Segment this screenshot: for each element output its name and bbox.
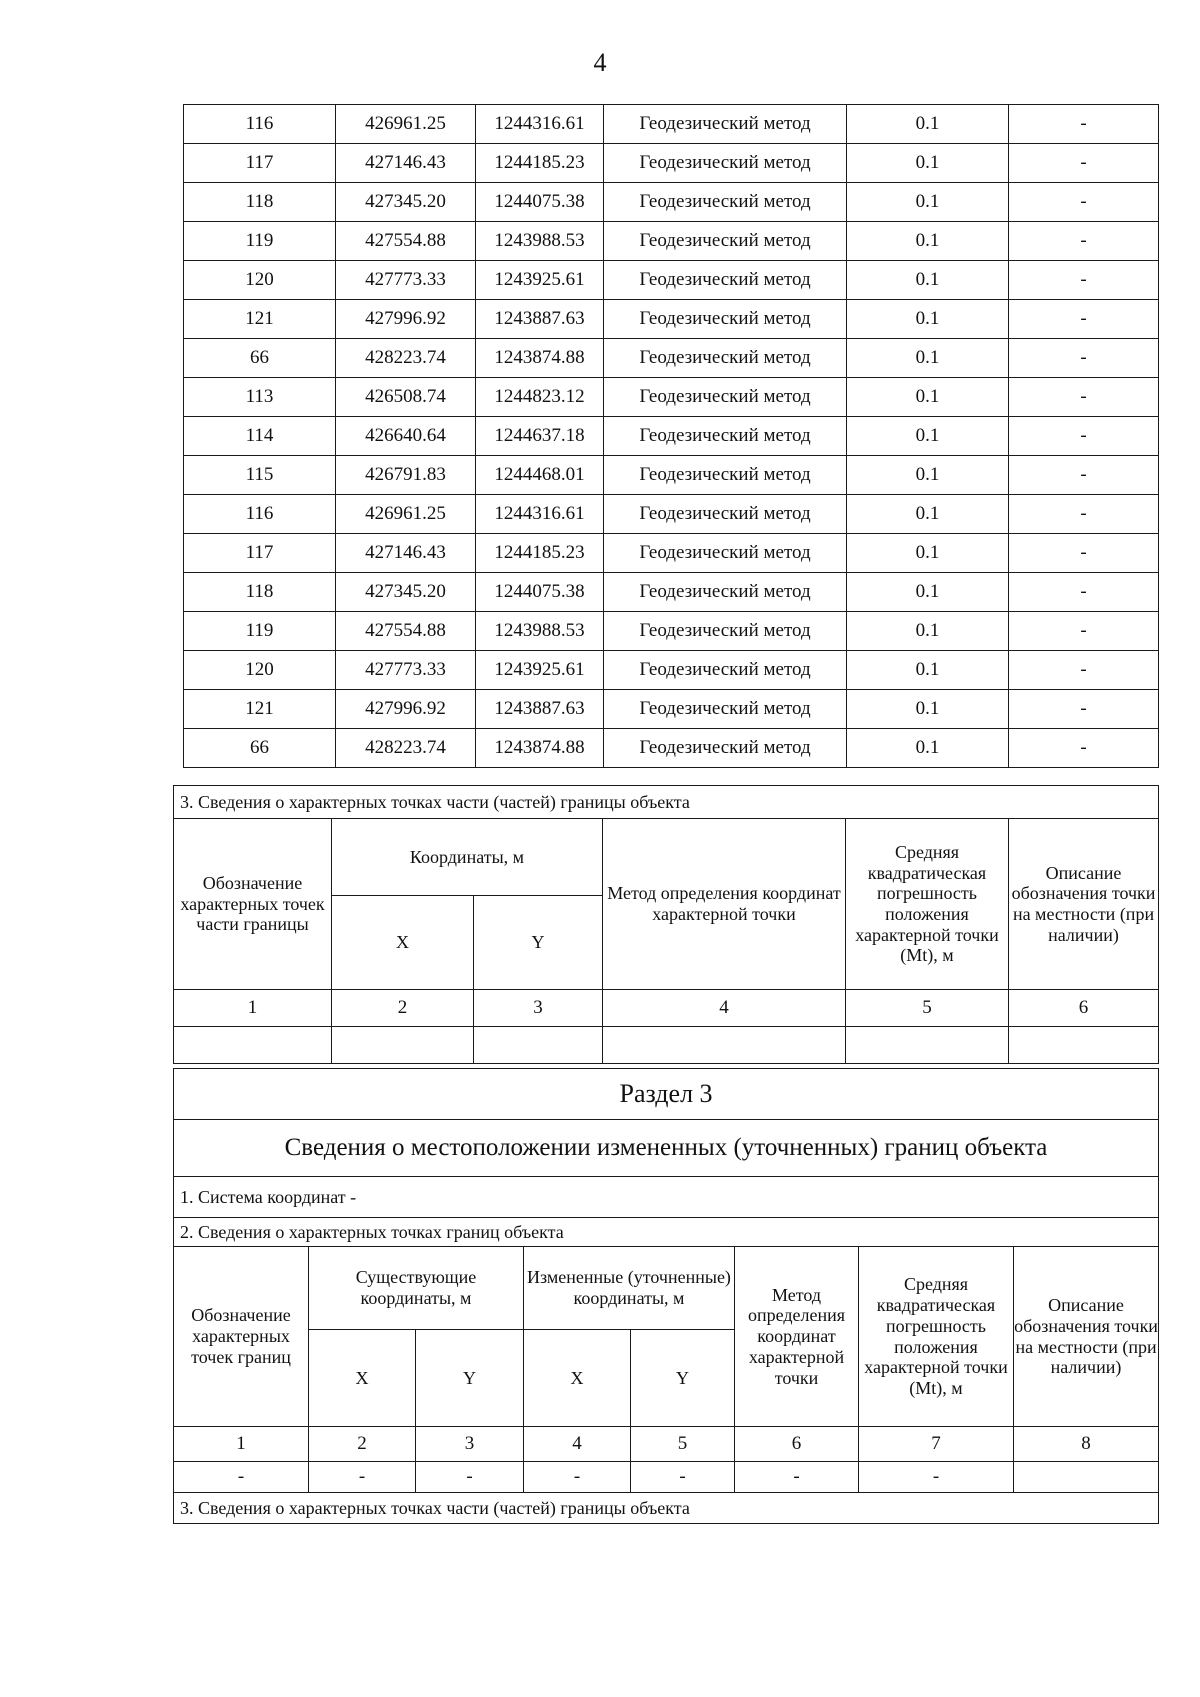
x-coordinate-cell: 427773.33: [336, 261, 476, 300]
y-coordinate-cell: 1243874.88: [476, 729, 604, 768]
x-coordinate-cell: 427773.33: [336, 651, 476, 690]
accuracy-cell: 0.1: [847, 456, 1009, 495]
section3-heading: Раздел 3: [174, 1069, 1159, 1120]
y-coordinate-cell: 1243887.63: [476, 300, 604, 339]
point-number-cell: 120: [184, 651, 336, 690]
s3-col-method: Метод определения координат характерной точки: [735, 1247, 859, 1427]
part-col-desc: Описание обозначения точки на местности (при наличии): [1009, 819, 1159, 990]
point-number-cell: 119: [184, 612, 336, 651]
description-cell: -: [1009, 222, 1159, 261]
accuracy-cell: 0.1: [847, 495, 1009, 534]
point-number-cell: 121: [184, 690, 336, 729]
coordinate-row: [184, 573, 1159, 612]
coordinate-row: [184, 651, 1159, 690]
s3-dash-cell: -: [524, 1462, 631, 1493]
description-cell: -: [1009, 495, 1159, 534]
description-cell: -: [1009, 612, 1159, 651]
point-number-cell: 66: [184, 729, 336, 768]
s3-num-cell: 2: [309, 1427, 416, 1462]
points-section-title: 2. Сведения о характерных точках границ объекта: [174, 1218, 1159, 1247]
method-cell: Геодезический метод: [604, 417, 847, 456]
coordinate-row: [184, 690, 1159, 729]
x-coordinate-cell: 427996.92: [336, 300, 476, 339]
point-number-cell: 118: [184, 183, 336, 222]
s3-num-cell: 1: [174, 1427, 309, 1462]
y-coordinate-cell: 1244468.01: [476, 456, 604, 495]
x-coordinate-cell: 427554.88: [336, 612, 476, 651]
s3-num-cell: 4: [524, 1427, 631, 1462]
accuracy-cell: 0.1: [847, 300, 1009, 339]
description-cell: -: [1009, 456, 1159, 495]
accuracy-cell: 0.1: [847, 690, 1009, 729]
coordinate-row: [184, 456, 1159, 495]
method-cell: Геодезический метод: [604, 183, 847, 222]
accuracy-cell: 0.1: [847, 339, 1009, 378]
method-cell: Геодезический метод: [604, 105, 847, 144]
part-boundary-table: [173, 785, 1159, 1064]
s3-dash-cell: -: [859, 1462, 1014, 1493]
point-number-cell: 117: [184, 534, 336, 573]
part-num-cell: 2: [332, 990, 474, 1027]
coordinate-row: [184, 144, 1159, 183]
s3-dash-cell: -: [309, 1462, 416, 1493]
accuracy-cell: 0.1: [847, 573, 1009, 612]
x-coordinate-cell: 428223.74: [336, 729, 476, 768]
point-number-cell: 66: [184, 339, 336, 378]
part-num-cell: 1: [174, 990, 332, 1027]
method-cell: Геодезический метод: [604, 222, 847, 261]
description-cell: -: [1009, 729, 1159, 768]
s3-dash-cell: -: [735, 1462, 859, 1493]
y-coordinate-cell: 1243988.53: [476, 612, 604, 651]
description-cell: -: [1009, 417, 1159, 456]
s3-dash-cell: -: [174, 1462, 309, 1493]
s3-col-y-changed: Y: [631, 1330, 735, 1427]
description-cell: -: [1009, 183, 1159, 222]
s3-col-point: Обозначение характерных точек границ: [174, 1247, 309, 1427]
coordinate-row: [184, 300, 1159, 339]
x-coordinate-cell: 426791.83: [336, 456, 476, 495]
method-cell: Геодезический метод: [604, 573, 847, 612]
x-coordinate-cell: 427146.43: [336, 144, 476, 183]
description-cell: -: [1009, 378, 1159, 417]
y-coordinate-cell: 1244075.38: [476, 183, 604, 222]
method-cell: Геодезический метод: [604, 729, 847, 768]
method-cell: Геодезический метод: [604, 378, 847, 417]
point-number-cell: 113: [184, 378, 336, 417]
coordinate-row: [184, 534, 1159, 573]
y-coordinate-cell: 1244316.61: [476, 105, 604, 144]
part-section-title: 3. Сведения о характерных точках части (частей) границы объекта: [174, 786, 1159, 819]
part-col-mt: Средняя квадратическая погрешность положения характерной точки (Mt), м: [846, 819, 1009, 990]
x-coordinate-cell: 426640.64: [336, 417, 476, 456]
accuracy-cell: 0.1: [847, 534, 1009, 573]
s3-part-section-title: 3. Сведения о характерных точках части (частей) границы объекта: [174, 1493, 1159, 1524]
part-col-coords: Координаты, м: [332, 819, 603, 896]
coordinate-row: [184, 729, 1159, 768]
method-cell: Геодезический метод: [604, 144, 847, 183]
part-num-cell: 3: [474, 990, 603, 1027]
coordinate-row: [184, 612, 1159, 651]
method-cell: Геодезический метод: [604, 456, 847, 495]
point-number-cell: 117: [184, 144, 336, 183]
x-coordinate-cell: 427554.88: [336, 222, 476, 261]
s3-num-cell: 7: [859, 1427, 1014, 1462]
x-coordinate-cell: 426961.25: [336, 105, 476, 144]
description-cell: -: [1009, 339, 1159, 378]
point-number-cell: 115: [184, 456, 336, 495]
description-cell: -: [1009, 300, 1159, 339]
part-col-x: X: [332, 896, 474, 990]
method-cell: Геодезический метод: [604, 339, 847, 378]
s3-col-desc: Описание обозначения точки на местности (при наличии): [1014, 1247, 1159, 1427]
s3-num-cell: 5: [631, 1427, 735, 1462]
description-cell: -: [1009, 261, 1159, 300]
y-coordinate-cell: 1244185.23: [476, 144, 604, 183]
point-number-cell: 120: [184, 261, 336, 300]
x-coordinate-cell: 427996.92: [336, 690, 476, 729]
description-cell: -: [1009, 144, 1159, 183]
accuracy-cell: 0.1: [847, 378, 1009, 417]
s3-dash-cell: [1014, 1462, 1159, 1493]
x-coordinate-cell: 426961.25: [336, 495, 476, 534]
s3-dash-cell: -: [631, 1462, 735, 1493]
s3-num-cell: 6: [735, 1427, 859, 1462]
x-coordinate-cell: 427345.20: [336, 573, 476, 612]
accuracy-cell: 0.1: [847, 183, 1009, 222]
x-coordinate-cell: 426508.74: [336, 378, 476, 417]
description-cell: -: [1009, 690, 1159, 729]
method-cell: Геодезический метод: [604, 690, 847, 729]
y-coordinate-cell: 1244075.38: [476, 573, 604, 612]
s3-col-changed: Измененные (уточненные) координаты, м: [524, 1247, 735, 1330]
coordinates-table: [183, 104, 1159, 768]
part-col-y: Y: [474, 896, 603, 990]
page-number: 4: [593, 48, 607, 77]
section3-table: [173, 1068, 1159, 1524]
y-coordinate-cell: 1244316.61: [476, 495, 604, 534]
y-coordinate-cell: 1243887.63: [476, 690, 604, 729]
method-cell: Геодезический метод: [604, 612, 847, 651]
method-cell: Геодезический метод: [604, 495, 847, 534]
accuracy-cell: 0.1: [847, 417, 1009, 456]
y-coordinate-cell: 1244185.23: [476, 534, 604, 573]
accuracy-cell: 0.1: [847, 261, 1009, 300]
point-number-cell: 118: [184, 573, 336, 612]
point-number-cell: 121: [184, 300, 336, 339]
y-coordinate-cell: 1244823.12: [476, 378, 604, 417]
accuracy-cell: 0.1: [847, 105, 1009, 144]
accuracy-cell: 0.1: [847, 729, 1009, 768]
y-coordinate-cell: 1243874.88: [476, 339, 604, 378]
accuracy-cell: 0.1: [847, 144, 1009, 183]
section3-subheading: Сведения о местоположении измененных (уточненных) границ объекта: [174, 1120, 1159, 1177]
accuracy-cell: 0.1: [847, 651, 1009, 690]
y-coordinate-cell: 1243925.61: [476, 261, 604, 300]
y-coordinate-cell: 1243988.53: [476, 222, 604, 261]
description-cell: -: [1009, 105, 1159, 144]
coordinate-row: [184, 495, 1159, 534]
point-number-cell: 119: [184, 222, 336, 261]
coordinate-row: [184, 183, 1159, 222]
coordinate-row: [184, 378, 1159, 417]
s3-col-mt: Средняя квадратическая погрешность положения характерной точки (Mt), м: [859, 1247, 1014, 1427]
description-cell: -: [1009, 651, 1159, 690]
point-number-cell: 116: [184, 495, 336, 534]
part-num-cell: 6: [1009, 990, 1159, 1027]
method-cell: Геодезический метод: [604, 534, 847, 573]
part-num-cell: 4: [603, 990, 846, 1027]
x-coordinate-cell: 428223.74: [336, 339, 476, 378]
description-cell: -: [1009, 534, 1159, 573]
x-coordinate-cell: 427345.20: [336, 183, 476, 222]
s3-col-y-existing: Y: [416, 1330, 524, 1427]
accuracy-cell: 0.1: [847, 222, 1009, 261]
method-cell: Геодезический метод: [604, 651, 847, 690]
y-coordinate-cell: 1244637.18: [476, 417, 604, 456]
x-coordinate-cell: 427146.43: [336, 534, 476, 573]
description-cell: -: [1009, 573, 1159, 612]
y-coordinate-cell: 1243925.61: [476, 651, 604, 690]
s3-dash-cell: -: [416, 1462, 524, 1493]
method-cell: Геодезический метод: [604, 300, 847, 339]
s3-num-cell: 8: [1014, 1427, 1159, 1462]
s3-col-x-changed: X: [524, 1330, 631, 1427]
method-cell: Геодезический метод: [604, 261, 847, 300]
coord-system-line: 1. Система координат -: [174, 1177, 1159, 1218]
part-col-point: Обозначение характерных точек части границы: [174, 819, 332, 990]
s3-col-existing: Существующие координаты, м: [309, 1247, 524, 1330]
s3-num-cell: 3: [416, 1427, 524, 1462]
coordinate-row: [184, 261, 1159, 300]
accuracy-cell: 0.1: [847, 612, 1009, 651]
s3-col-x-existing: X: [309, 1330, 416, 1427]
part-num-cell: 5: [846, 990, 1009, 1027]
coordinate-row: [184, 339, 1159, 378]
point-number-cell: 114: [184, 417, 336, 456]
point-number-cell: 116: [184, 105, 336, 144]
coordinate-row: [184, 417, 1159, 456]
part-col-method: Метод определения координат характерной точки: [603, 819, 846, 990]
coordinate-row: [184, 105, 1159, 144]
part-empty-row: [174, 1027, 1159, 1064]
coordinate-row: [184, 222, 1159, 261]
